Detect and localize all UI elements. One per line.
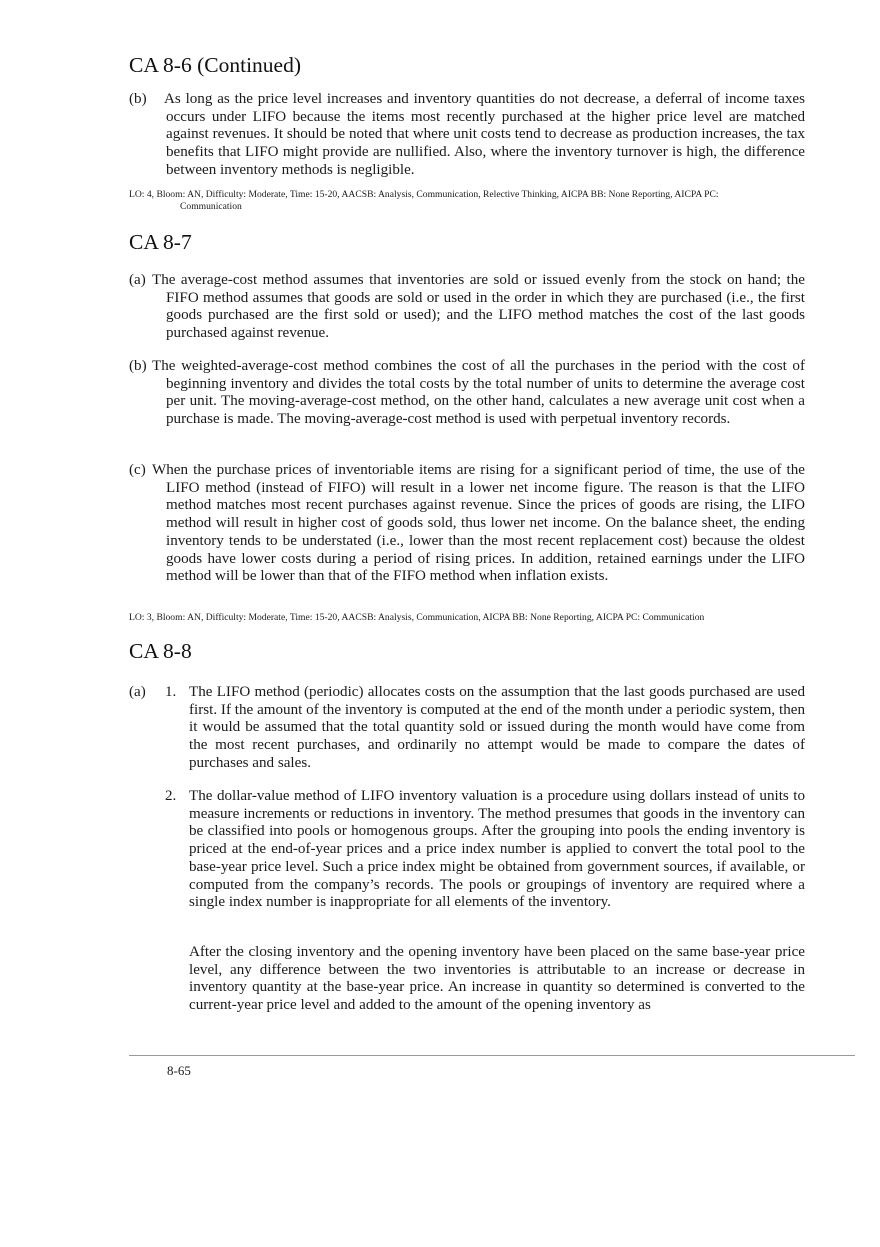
item-number: 2.	[165, 788, 177, 804]
metadata-line-continued: Communication	[180, 200, 242, 212]
page-number: 8-65	[167, 1063, 191, 1078]
ca-8-7-part-b	[129, 358, 805, 429]
part-label: (a)	[129, 272, 146, 288]
part-label: (b)	[129, 358, 147, 374]
section-heading-ca-8-8: CA 8-8	[129, 639, 192, 663]
metadata-line: LO: 4, Bloom: AN, Difficulty: Moderate, Time: 15-20, AACSB: Analysis, Communication, Relective Thinking, AICPA BB: None Reporting, AICPA PC:	[129, 189, 719, 200]
footer-divider	[129, 1055, 855, 1056]
item-text: The dollar-value method of LIFO inventory valuation is a procedure using dollars instead of units to measure increments or reductions in inventory. The method presumes that goods in the inventory can be classified into pools or homogenous groups. After the grouping into pools the ending inventory is priced at the end-of-year prices and a price index number is applied to convert the total pool to the base-year price level. Such a price index might be obtained from government sources, if available, or computed from the company’s records. The pools or groupings of inventory are required where a single index number is inappropriate for all elements of the inventory.	[189, 788, 805, 911]
part-text: As long as the price level increases and inventory quantities do not decrease, a deferral of income taxes occurs under LIFO because the items most recently purchased at the higher price level are matched against revenues. It should be noted that where unit costs tend to decrease as production increases, the tax benefits that LIFO might provide are nullified. Also, where the inventory turnover is high, the difference between inventory methods is negligible.	[164, 91, 805, 178]
part-label: (a)	[129, 684, 146, 700]
ca-8-8-item-2	[165, 788, 805, 912]
part-label: (c)	[129, 462, 146, 478]
item-text: The LIFO method (periodic) allocates costs on the assumption that the last goods purchased are used first. If the amount of the inventory is computed at the end of the month under a periodic system, then it would be assumed that the total quantity sold or issued during the month would have come from the most recent purchases, and ordinarily no attempt would be made to compare the dates of purchases and sales.	[189, 684, 805, 771]
part-label: (b)	[129, 91, 147, 107]
ca-8-6-metadata	[129, 189, 819, 212]
ca-8-7-part-a	[129, 272, 805, 343]
item-number: 1.	[165, 684, 177, 700]
ca-8-8-item-2-continued	[165, 944, 805, 1015]
ca-8-6-part-b	[129, 91, 805, 180]
part-text: When the purchase prices of inventoriable items are rising for a significant period of time, the use of the LIFO method (instead of FIFO) will result in a lower net income figure. The reason is that the LIFO method matches most recent purchases against revenue. Since the prices of goods are rising, the LIFO method will result in higher cost of goods sold, thus lower net income. On the balance sheet, the ending inventory tends to be understated (i.e., lower than the most recent replacement cost) because the oldest goods have lower costs during a period of rising prices. In addition, retained earnings under the LIFO method will be lower than that of the FIFO method when inflation exists.	[152, 462, 805, 585]
part-text: The average-cost method assumes that inventories are sold or issued evenly from the stock on hand; the FIFO method assumes that goods are sold or used in the order in which they are purchased (i.e., the first goods purchased are the first sold or used); and the LIFO method matches the cost of the last goods purchased against revenue.	[152, 272, 805, 342]
item-text: After the closing inventory and the opening inventory have been placed on the same base-year price level, any difference between the two inventories is attributable to an increase or decrease in inventory quantity at the base-year price. An increase in quantity so determined is converted to the current-year price level and added to the amount of the opening inventory as	[189, 944, 805, 1014]
section-heading-ca-8-6: CA 8-6 (Continued)	[129, 53, 301, 77]
ca-8-8-part-a-label	[129, 684, 159, 702]
ca-8-8-item-1	[165, 684, 805, 773]
part-text: The weighted-average-cost method combines the cost of all the purchases in the period with the cost of beginning inventory and divides the total costs by the total number of units to determine the average cost per unit. The moving-average-cost method, on the other hand, calculates a new average unit cost when a purchase is made. The moving-average-cost method is used with perpetual inventory records.	[152, 358, 805, 428]
ca-8-7-metadata: LO: 3, Bloom: AN, Difficulty: Moderate, Time: 15-20, AACSB: Analysis, Communication, AICPA BB: None Reporting, AICPA PC: Communication	[129, 612, 705, 623]
ca-8-7-part-c	[129, 462, 805, 586]
section-heading-ca-8-7: CA 8-7	[129, 230, 192, 254]
